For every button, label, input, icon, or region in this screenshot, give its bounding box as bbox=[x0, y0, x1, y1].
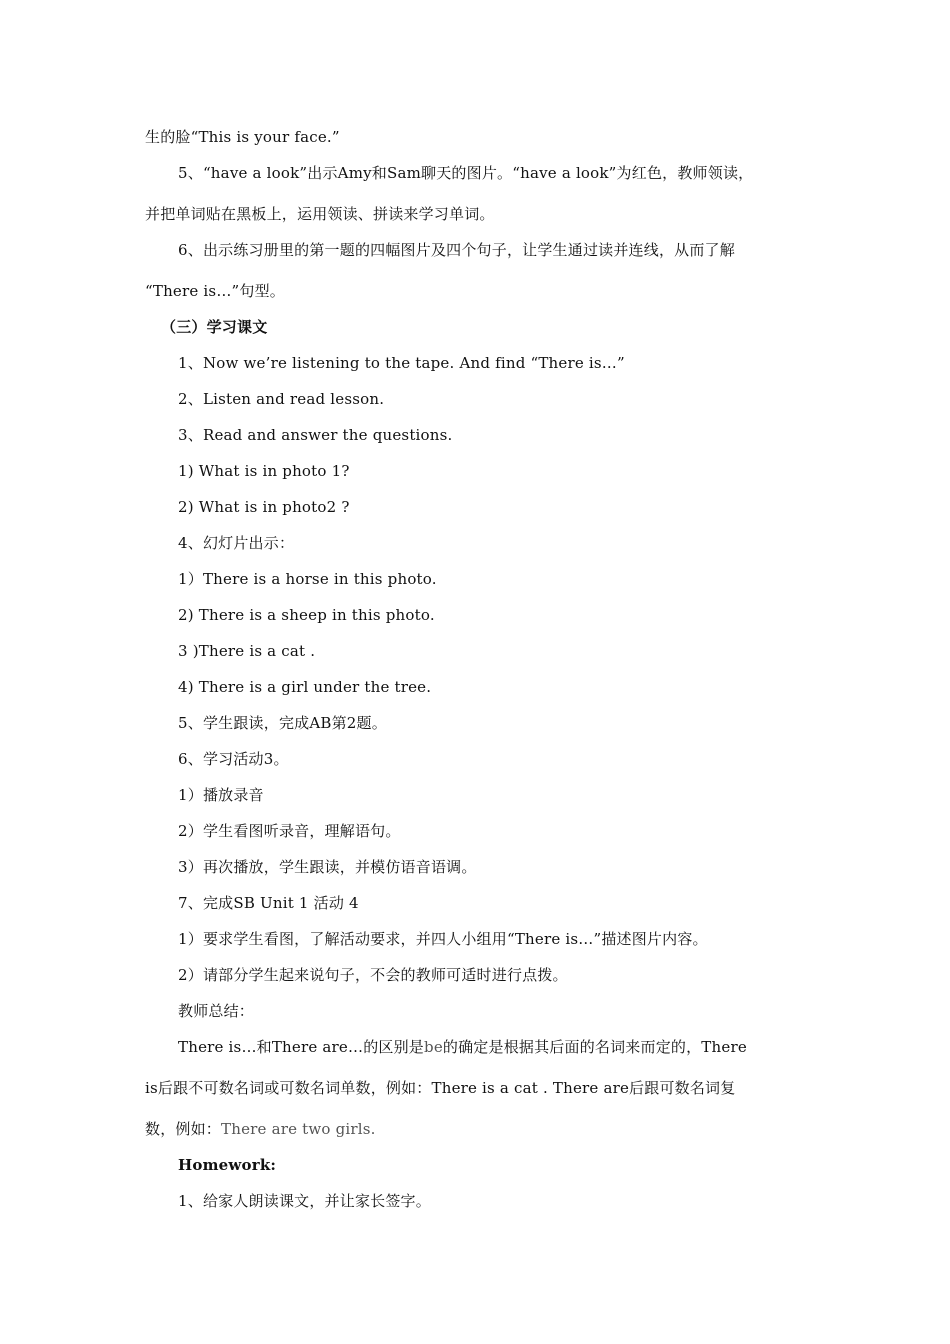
text-line-3: 并把单词贴在黑板上，运用领读、拼读来学习单词。 bbox=[145, 205, 495, 223]
text-line-19: 1）播放录音 bbox=[178, 786, 264, 804]
text-line-14: 2) There is a sheep in this photo. bbox=[178, 606, 435, 624]
text-line-9: 3、Read and answer the questions. bbox=[178, 426, 453, 444]
text-line-1: 生的脸“This is your face.” bbox=[145, 128, 340, 146]
text-line-25: 教师总结： bbox=[178, 1002, 255, 1020]
summary-text-c: 数，例如： bbox=[145, 1120, 222, 1138]
text-line-20: 2）学生看图听录音，理解语句。 bbox=[178, 822, 401, 840]
text-line-7: 1、Now we’re listening to the tape. And find “There is…” bbox=[178, 354, 625, 372]
summary-text-a: There is…和There are…的区别是 bbox=[178, 1038, 425, 1056]
text-line-15: 3 )There is a cat . bbox=[178, 642, 316, 660]
text-line-23: 1）要求学生看图，了解活动要求，并四人小组用“There is…”描述图片内容。 bbox=[178, 930, 708, 948]
text-line-4: 6、出示练习册里的第一题的四幅图片及四个句子，让学生通过读并连线，从而了解 bbox=[178, 241, 735, 259]
section-heading-lesson: （三）学习课文 bbox=[161, 318, 268, 336]
text-line-10: 1) What is in photo 1? bbox=[178, 462, 350, 480]
text-line-22: 7、完成SB Unit 1 活动 4 bbox=[178, 894, 359, 912]
text-line-21: 3）再次播放，学生跟读，并模仿语音语调。 bbox=[178, 858, 477, 876]
summary-line-1 bbox=[178, 1037, 747, 1057]
text-line-13: 1）There is a horse in this photo. bbox=[178, 570, 437, 588]
summary-text-be: be bbox=[424, 1038, 443, 1056]
summary-example: There are two girls. bbox=[221, 1120, 376, 1138]
text-line-8: 2、Listen and read lesson. bbox=[178, 390, 385, 408]
summary-line-3 bbox=[145, 1119, 376, 1139]
text-line-5: “There is…”句型。 bbox=[145, 282, 285, 300]
text-line-2: 5、“have a look”出示Amy和Sam聊天的图片。“have a look”为红色，教师领读， bbox=[178, 164, 754, 182]
homework-heading: Homework: bbox=[178, 1156, 277, 1174]
text-line-17: 5、学生跟读，完成AB第2题。 bbox=[178, 714, 387, 732]
text-line-18: 6、学习活动3。 bbox=[178, 750, 289, 768]
text-line-12: 4、幻灯片出示： bbox=[178, 534, 295, 552]
text-line-16: 4) There is a girl under the tree. bbox=[178, 678, 432, 696]
text-line-24: 2）请部分学生起来说句子，不会的教师可适时进行点拨。 bbox=[178, 966, 568, 984]
homework-item-1: 1、给家人朗读课文，并让家长签字。 bbox=[178, 1192, 431, 1210]
summary-text-b: 的确定是根据其后面的名词来而定的，There bbox=[442, 1038, 747, 1056]
summary-line-2: is后跟不可数名词或可数名词单数，例如：There is a cat . There are后跟可数名词复 bbox=[145, 1079, 736, 1097]
text-line-11: 2) What is in photo2 ? bbox=[178, 498, 350, 516]
